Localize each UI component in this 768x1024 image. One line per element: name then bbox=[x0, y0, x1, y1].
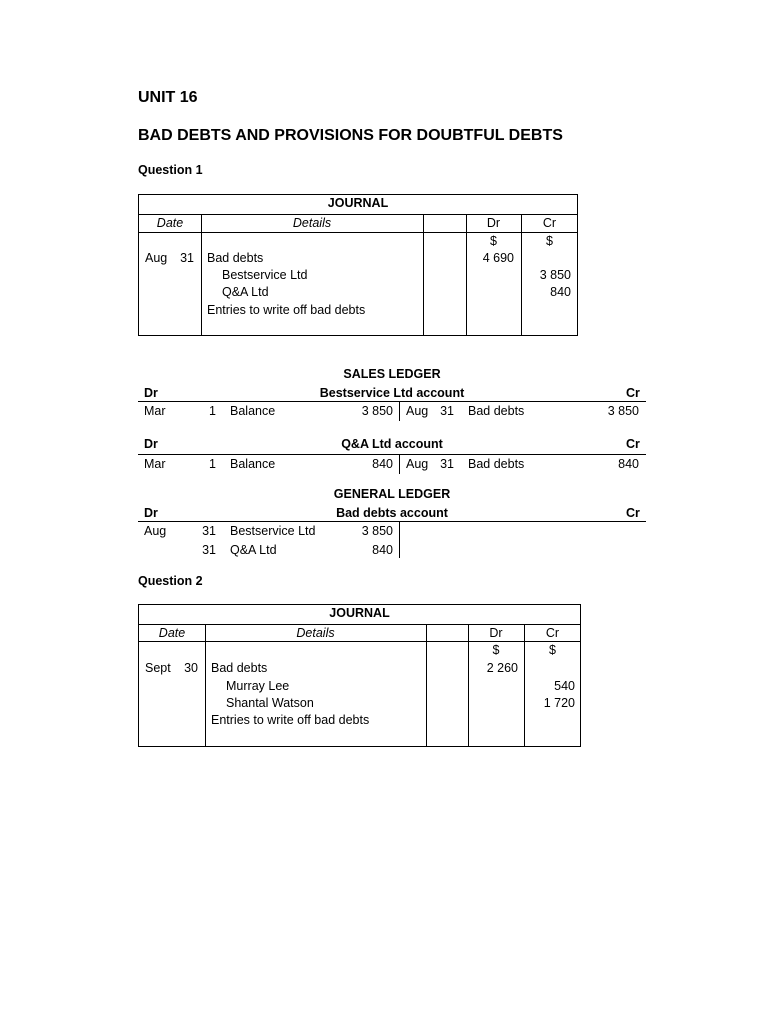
cr-currency: $ bbox=[546, 234, 553, 248]
journal-line-details: Bad debts bbox=[211, 661, 268, 675]
journal-line-details: Bestservice Ltd bbox=[222, 268, 308, 282]
dr-currency: $ bbox=[492, 643, 500, 657]
cr-label: Cr bbox=[626, 386, 640, 400]
account-name: Bestservice Ltd account bbox=[319, 386, 465, 400]
journal-table-q2 bbox=[138, 604, 581, 747]
entry-date-day: 31 bbox=[180, 251, 194, 265]
general-ledger-title: GENERAL LEDGER bbox=[333, 487, 451, 501]
page-title: BAD DEBTS AND PROVISIONS FOR DOUBTFUL DEBTS bbox=[138, 127, 563, 144]
ledger-day: 1 bbox=[209, 404, 216, 418]
account-name: Q&A Ltd account bbox=[341, 437, 443, 451]
entry-date-month: Sept bbox=[145, 661, 171, 675]
dr-header: Dr bbox=[486, 216, 501, 230]
ledger-day: 31 bbox=[202, 524, 216, 538]
ledger-month: Mar bbox=[144, 404, 166, 418]
journal-narration: Entries to write off bad debts bbox=[207, 303, 366, 317]
journal-title: JOURNAL bbox=[327, 196, 389, 210]
journal-line-cr: 3 850 bbox=[539, 268, 571, 282]
ledger-day: 1 bbox=[209, 457, 216, 471]
entry-date-day: 30 bbox=[184, 661, 198, 675]
question-1-label: Question 1 bbox=[138, 163, 203, 177]
ledger-details: Bestservice Ltd bbox=[230, 524, 316, 538]
cr-header: Cr bbox=[542, 216, 557, 230]
ledger-amount: 840 bbox=[618, 457, 639, 471]
ledger-month: Aug bbox=[406, 404, 429, 418]
journal-line-dr: 4 690 bbox=[482, 251, 514, 265]
dr-currency: $ bbox=[490, 234, 497, 248]
dr-label: Dr bbox=[144, 386, 158, 400]
journal-line-details: Q&A Ltd bbox=[222, 285, 269, 299]
cr-label: Cr bbox=[626, 437, 640, 451]
journal-table-q1 bbox=[138, 194, 578, 336]
ledger-details: Bad debts bbox=[468, 457, 525, 471]
unit-heading: UNIT 16 bbox=[138, 89, 198, 106]
ledger-details: Balance bbox=[230, 457, 276, 471]
dr-label: Dr bbox=[144, 506, 158, 520]
ledger-day: 31 bbox=[440, 457, 454, 471]
ledger-amount: 840 bbox=[372, 457, 393, 471]
date-header: Date bbox=[156, 216, 184, 230]
sales-ledger-title: SALES LEDGER bbox=[343, 367, 441, 381]
details-header: Details bbox=[292, 216, 332, 230]
details-header: Details bbox=[296, 626, 335, 640]
journal-line-dr: 2 260 bbox=[486, 661, 518, 675]
journal-line-details: Bad debts bbox=[207, 251, 264, 265]
journal-line-cr: 840 bbox=[550, 285, 571, 299]
ledger-details: Bad debts bbox=[468, 404, 525, 418]
question-2-label: Question 2 bbox=[138, 574, 203, 588]
journal-title: JOURNAL bbox=[329, 606, 390, 620]
ledger-details: Q&A Ltd bbox=[230, 543, 277, 557]
dr-label: Dr bbox=[144, 437, 158, 451]
cr-header: Cr bbox=[545, 626, 560, 640]
ledger-month: Mar bbox=[144, 457, 166, 471]
journal-line-cr: 540 bbox=[554, 679, 575, 693]
date-header: Date bbox=[158, 626, 186, 640]
ledger-details: Balance bbox=[230, 404, 276, 418]
ledger-day: 31 bbox=[202, 543, 216, 557]
ledger-amount: 840 bbox=[372, 543, 393, 557]
ledger-month: Aug bbox=[406, 457, 429, 471]
ledger-amount: 3 850 bbox=[361, 524, 393, 538]
ledger-day: 31 bbox=[440, 404, 454, 418]
ledger-amount: 3 850 bbox=[361, 404, 393, 418]
dr-header: Dr bbox=[489, 626, 503, 640]
entry-date-month: Aug bbox=[145, 251, 168, 265]
cr-label: Cr bbox=[626, 506, 640, 520]
ledger-month: Aug bbox=[144, 524, 167, 538]
ledger-amount: 3 850 bbox=[607, 404, 639, 418]
journal-line-details: Murray Lee bbox=[226, 679, 290, 693]
cr-currency: $ bbox=[549, 643, 556, 657]
journal-line-details: Shantal Watson bbox=[226, 696, 314, 710]
account-name: Bad debts account bbox=[336, 506, 448, 520]
journal-narration: Entries to write off bad debts bbox=[211, 713, 370, 727]
journal-line-cr: 1 720 bbox=[543, 696, 575, 710]
